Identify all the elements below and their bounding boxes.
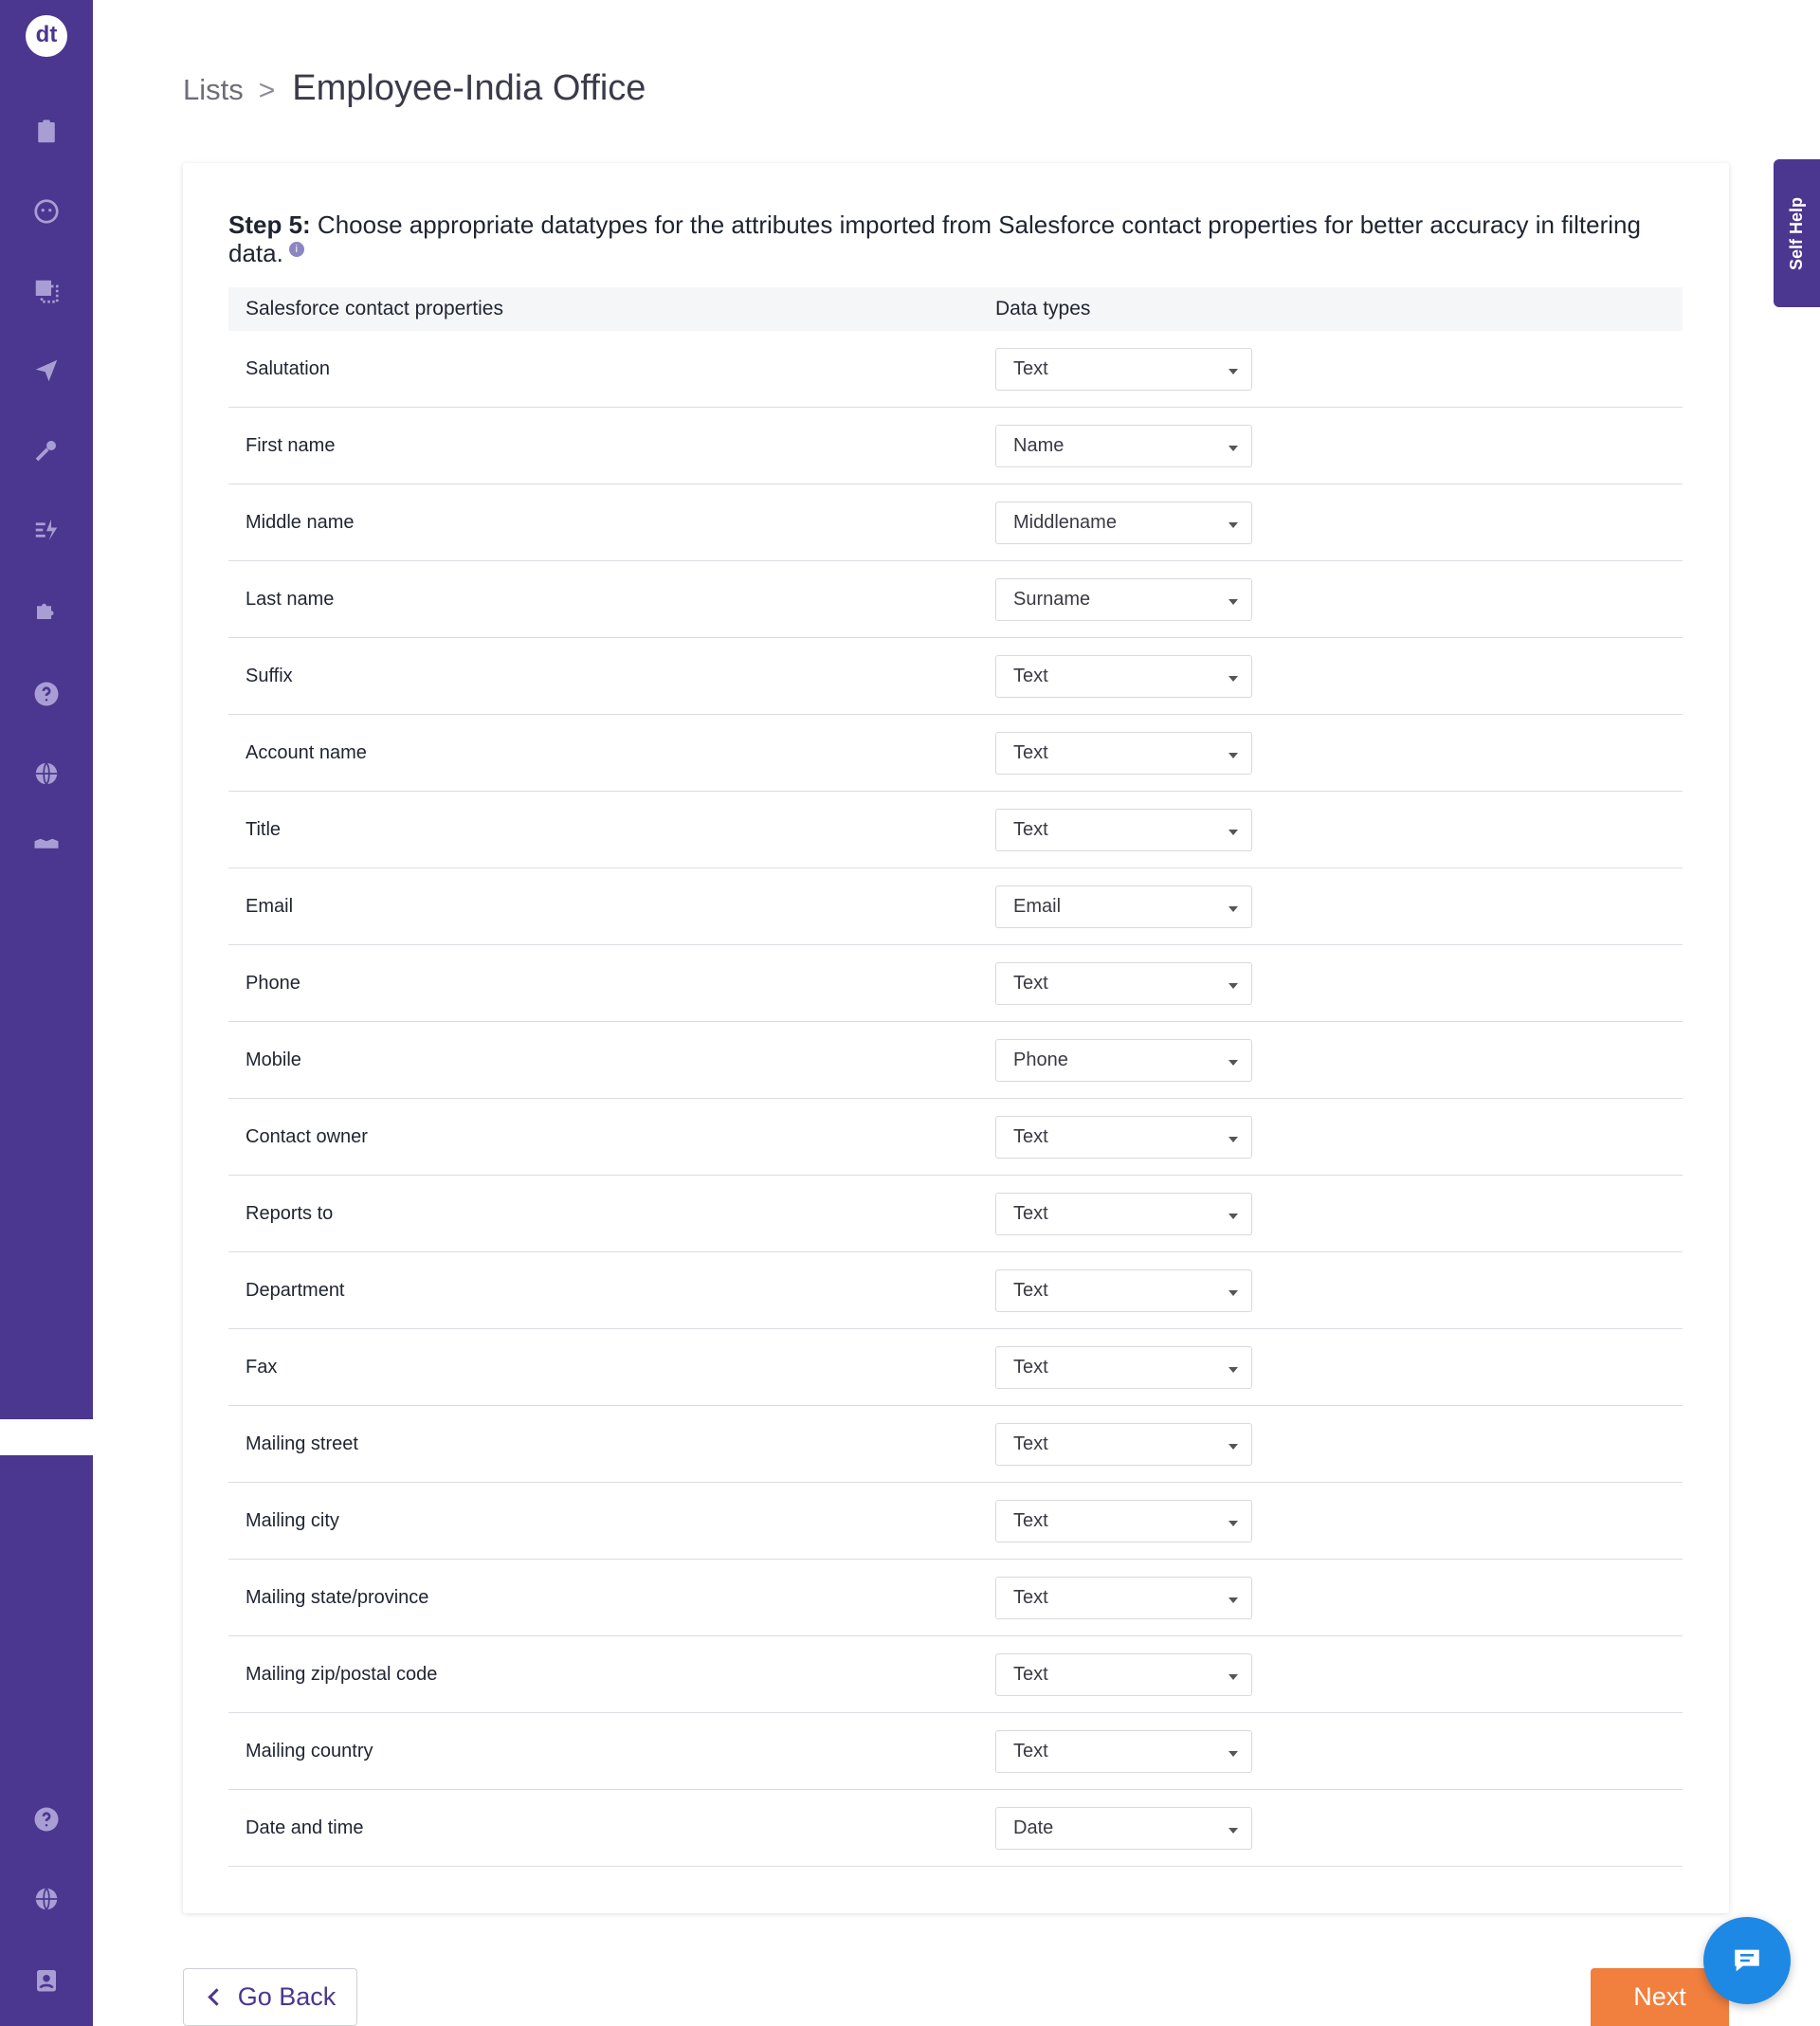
breadcrumb-lists-link[interactable]: Lists xyxy=(183,73,244,106)
datatype-value: Text xyxy=(1013,1125,1048,1147)
table-row xyxy=(228,792,1683,868)
caret-down-icon xyxy=(1228,1828,1238,1834)
datatype-value: Name xyxy=(1013,434,1065,456)
datatype-value: Text xyxy=(1013,818,1048,840)
table-row xyxy=(228,1329,1683,1406)
table-header xyxy=(228,287,1683,331)
page-title: Employee-India Office xyxy=(292,68,646,108)
step-instructions xyxy=(228,210,1688,267)
caret-down-icon xyxy=(1228,1674,1238,1680)
caret-down-icon xyxy=(1228,1137,1238,1142)
property-label: Date and time xyxy=(246,1816,364,1838)
next-label: Next xyxy=(1633,1982,1686,2011)
table-row xyxy=(228,1713,1683,1790)
key-icon[interactable] xyxy=(27,431,65,469)
datatype-select[interactable] xyxy=(995,655,1252,698)
caret-down-icon xyxy=(1228,1290,1238,1296)
step-text: Choose appropriate datatypes for the attributes imported from Salesforce contact properties for better accuracy in filtering data. xyxy=(228,210,1641,267)
datatype-select[interactable] xyxy=(995,1269,1252,1312)
datatype-value: Text xyxy=(1013,1509,1048,1531)
datatype-select[interactable] xyxy=(995,1116,1252,1159)
datatype-select[interactable] xyxy=(995,1500,1252,1542)
handshake-icon[interactable] xyxy=(27,826,65,864)
table-row xyxy=(228,408,1683,484)
globe-icon[interactable] xyxy=(27,755,65,793)
datatype-select[interactable] xyxy=(995,1193,1252,1235)
datatype-value: Date xyxy=(1013,1816,1054,1838)
property-label: Salutation xyxy=(246,357,330,379)
self-help-label: Self Help xyxy=(1787,196,1806,270)
datatype-select[interactable] xyxy=(995,348,1252,391)
datatype-select[interactable] xyxy=(995,1653,1252,1696)
breadcrumb-separator: > xyxy=(258,75,276,106)
table-row xyxy=(228,1406,1683,1483)
table-row xyxy=(228,1483,1683,1560)
property-label: Email xyxy=(246,895,294,917)
datatype-value: Text xyxy=(1013,1586,1048,1608)
table-row xyxy=(228,1790,1683,1867)
table-row xyxy=(228,1176,1683,1252)
caret-down-icon xyxy=(1228,369,1238,374)
sidebar xyxy=(0,0,93,2026)
datatype-value: Text xyxy=(1013,1433,1048,1454)
caret-down-icon xyxy=(1228,1597,1238,1603)
caret-down-icon xyxy=(1228,676,1238,682)
property-label: Mailing state/province xyxy=(246,1586,429,1608)
datatype-select[interactable] xyxy=(995,885,1252,928)
datatype-select[interactable] xyxy=(995,1423,1252,1466)
datatype-value: Email xyxy=(1013,895,1062,917)
caret-down-icon xyxy=(1228,522,1238,528)
chat-button[interactable] xyxy=(1703,1917,1791,2004)
datatype-value: Text xyxy=(1013,1663,1048,1685)
datatype-value: Text xyxy=(1013,1356,1048,1378)
datatype-select[interactable] xyxy=(995,962,1252,1005)
column-header-datatypes: Data types xyxy=(995,298,1091,319)
property-label: Mailing city xyxy=(246,1509,339,1531)
table-row xyxy=(228,945,1683,1022)
contact-badge-icon[interactable] xyxy=(27,1961,65,1999)
datatype-value: Text xyxy=(1013,1202,1048,1224)
send-icon[interactable] xyxy=(27,352,65,390)
caret-down-icon xyxy=(1228,906,1238,912)
caret-down-icon xyxy=(1228,1060,1238,1066)
property-label: Mobile xyxy=(246,1049,301,1070)
property-label: Reports to xyxy=(246,1202,334,1224)
property-label: Mailing zip/postal code xyxy=(246,1663,438,1685)
datatype-select[interactable] xyxy=(995,578,1252,621)
datatype-value: Text xyxy=(1013,741,1048,763)
property-label: Mailing country xyxy=(246,1740,373,1761)
datatype-value: Middlename xyxy=(1013,511,1117,533)
chevron-left-icon xyxy=(208,1988,225,2005)
table-row xyxy=(228,331,1683,408)
datatype-select[interactable] xyxy=(995,1730,1252,1773)
table-row xyxy=(228,484,1683,561)
datatype-select[interactable] xyxy=(995,732,1252,775)
datatype-card xyxy=(183,163,1729,1913)
property-label: Fax xyxy=(246,1356,278,1378)
datatype-select[interactable] xyxy=(995,1577,1252,1619)
table-row xyxy=(228,868,1683,945)
caret-down-icon xyxy=(1228,830,1238,835)
caret-down-icon xyxy=(1228,983,1238,989)
breadcrumb xyxy=(183,68,646,109)
table-row xyxy=(228,1636,1683,1713)
datatype-select[interactable] xyxy=(995,809,1252,851)
datatype-value: Text xyxy=(1013,665,1048,686)
face-icon[interactable] xyxy=(27,192,65,230)
datatype-value: Text xyxy=(1013,972,1048,994)
table-row xyxy=(228,715,1683,792)
table-row xyxy=(228,1099,1683,1176)
table-row xyxy=(228,561,1683,638)
property-label: Middle name xyxy=(246,511,355,533)
step-label: Step 5: xyxy=(228,210,311,239)
property-label: Contact owner xyxy=(246,1125,368,1147)
caret-down-icon xyxy=(1228,1367,1238,1373)
property-label: Department xyxy=(246,1279,345,1301)
caret-down-icon xyxy=(1228,446,1238,451)
property-label: First name xyxy=(246,434,336,456)
property-label: Mailing street xyxy=(246,1433,358,1454)
self-help-tab[interactable] xyxy=(1774,159,1820,307)
chat-bubble-icon xyxy=(1731,1944,1763,1977)
info-icon[interactable]: i xyxy=(289,242,304,257)
puzzle-icon[interactable] xyxy=(27,591,65,629)
go-back-button[interactable] xyxy=(183,1968,357,2026)
sidebar-gap xyxy=(0,1419,93,1455)
datatype-select[interactable] xyxy=(995,502,1252,544)
column-header-properties: Salesforce contact properties xyxy=(246,298,503,319)
table-row xyxy=(228,638,1683,715)
clipboard-icon[interactable] xyxy=(27,113,65,151)
datatype-table xyxy=(228,287,1683,1867)
property-label: Title xyxy=(246,818,282,840)
datatype-select[interactable] xyxy=(995,1346,1252,1389)
caret-down-icon xyxy=(1228,1751,1238,1757)
datatype-value: Text xyxy=(1013,357,1048,379)
datatype-select[interactable] xyxy=(995,425,1252,467)
datatype-value: Text xyxy=(1013,1279,1048,1301)
caret-down-icon xyxy=(1228,1521,1238,1526)
property-label: Suffix xyxy=(246,665,293,686)
datatype-value: Surname xyxy=(1013,588,1091,610)
flash-list-icon[interactable] xyxy=(27,511,65,549)
datatype-select[interactable] xyxy=(995,1039,1252,1082)
property-label: Phone xyxy=(246,972,300,994)
table-row xyxy=(228,1252,1683,1329)
datatype-value: Phone xyxy=(1013,1049,1068,1070)
property-label: Account name xyxy=(246,741,367,763)
app-logo[interactable]: dt xyxy=(26,15,67,57)
help-icon[interactable] xyxy=(27,1800,65,1838)
caret-down-icon xyxy=(1228,599,1238,605)
datatype-value: Text xyxy=(1013,1740,1048,1761)
caret-down-icon xyxy=(1228,1214,1238,1219)
table-row xyxy=(228,1022,1683,1099)
datatype-select[interactable] xyxy=(995,1807,1252,1850)
help-icon[interactable] xyxy=(27,675,65,713)
caret-down-icon xyxy=(1228,753,1238,758)
go-back-label: Go Back xyxy=(237,1982,337,2011)
gallery-icon[interactable] xyxy=(27,272,65,310)
caret-down-icon xyxy=(1228,1444,1238,1450)
globe-icon[interactable] xyxy=(27,1880,65,1918)
table-row xyxy=(228,1560,1683,1636)
property-label: Last name xyxy=(246,588,335,610)
